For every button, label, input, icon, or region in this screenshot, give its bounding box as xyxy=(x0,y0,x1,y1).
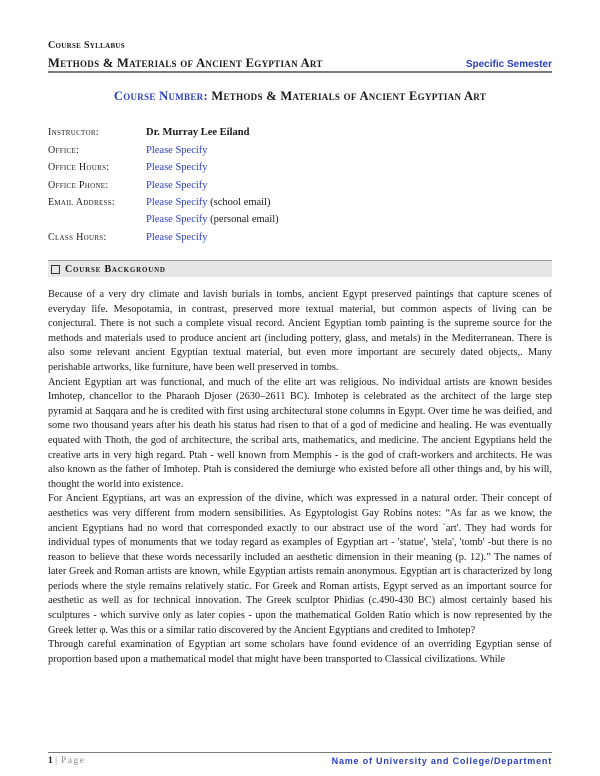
section-heading-course-background xyxy=(48,260,552,277)
page-separator: | xyxy=(55,756,59,766)
info-row-instructor xyxy=(48,126,552,139)
footer-rule xyxy=(48,752,552,753)
office-phone-label: Office Phone: xyxy=(48,179,109,191)
office-value: Please Specify xyxy=(146,144,208,156)
office-phone-value: Please Specify xyxy=(146,179,208,191)
document-header xyxy=(48,40,552,71)
course-name: Methods & Materials of Ancient Egyptian Art xyxy=(211,89,487,103)
email-personal-value: Please Specify xyxy=(146,214,208,226)
office-hours-label: Office Hours: xyxy=(48,162,110,174)
footer-university: Name of University and College/Department xyxy=(331,756,552,766)
office-hours-value: Please Specify xyxy=(146,162,208,174)
course-number-label: Course Number: xyxy=(113,89,208,103)
info-row-email xyxy=(48,196,552,226)
header-label: Course Syllabus xyxy=(48,40,125,51)
instructor-value: Dr. Murray Lee Eiland xyxy=(146,127,250,138)
page-word: Page xyxy=(60,756,86,766)
office-label: Office: xyxy=(48,144,80,156)
page-number: 1 xyxy=(48,756,53,766)
page-indicator xyxy=(48,756,85,766)
class-hours-value: Please Specify xyxy=(146,231,208,243)
instructor-label: Instructor: xyxy=(48,127,99,138)
header-title-row xyxy=(48,56,552,71)
paragraph-4: Through careful examination of Egyptian art some scholars have found evidence of an overriding Egyptian sense of proportion based upon a mathematical model that might have been transported to Classical civilizations. While xyxy=(48,639,552,665)
course-title xyxy=(48,89,552,104)
email-personal-note: (personal email) xyxy=(210,214,279,226)
header-semester: Specific Semester xyxy=(465,59,552,70)
paragraph-2: Ancient Egyptian art was functional, and much of the elite art was religious. No individual artists are known besides Imhotep, chancellor to the Pharaoh Djoser (2630–2611 BC). Imhotep is celebrated as the architect of the large step pyramid at Saqqara and he is credited with first using architectural stone columns in Egypt. Over time he was deified, and some two thousand years after his death his status had risen to that of a god of medicine and healing. He was eventually equated with Thoth, the god of architecture, the scribal arts, mathematics, and medicine. The ancient Egyptians held the creative arts in very high regard. Ptah - well known from Memphis - is the god of craft-workers and architects. He was also known as the father of Imhotep. Ptah is considered the demiurge who existed before all other things and, by his will, thought the world into existence. xyxy=(48,376,552,490)
email-values xyxy=(146,196,279,226)
course-info-table xyxy=(48,126,552,249)
section-title: Course Background xyxy=(65,263,166,275)
class-hours-label: Class Hours: xyxy=(48,231,107,243)
info-row-office-phone xyxy=(48,179,552,192)
info-row-class-hours xyxy=(48,231,552,244)
course-background-text xyxy=(48,288,552,667)
checkbox-icon xyxy=(51,265,60,274)
email-label: Email Address: xyxy=(48,197,115,209)
info-row-office xyxy=(48,144,552,157)
paragraph-1: Because of a very dry climate and lavish burials in tombs, ancient Egypt preserved paintings that capture scenes of everyday life. Mesopotamia, in contrast, preserved more textual material, but common aspects of living can be conjectural. There is not such a complete visual record. Ancient Egyptian tomb painting is the supreme source for the methods and materials used to produce ancient art (including pottery, glass, and metals) in the Mediterranean. There is also some relevant ancient Egyptian textual material, but even more important are securely dated objects,. Many perishable artworks, like furniture, have been well preserved in tombs. xyxy=(48,289,552,373)
info-row-office-hours xyxy=(48,161,552,174)
email-school-value: Please Specify xyxy=(146,197,208,209)
paragraph-3: For Ancient Egyptians, art was an expression of the divine, which was expressed in a natural order. Their concept of aesthetics was very different from modern sensibilities. As Egyptologist Gay Robins notes: “As far as we know, the ancient Egyptians had no word that corresponded exactly to our abstract use of the word `art'. They had words for individual types of monuments that we today regard as examples of Egyptian art - 'statue', 'stela', 'tomb' -but there is no reason to believe that these words necessarily included an aesthetic dimension in their meaning (p. 12).” The names of later Greek and Roman artists are known, while Egyptian artists remain anonymous. Egyptian art is characterized by long periods where the style remains relatively static. For Greek and Roman artists, Egypt served as an important source for aesthetic as well as for technical innovation. The Greek sculptor Phidias (c.490-430 BC) almost certainly based his sculptures - which survive only as later copies - upon the mathematical Golden Ratio which is now represented by the Greek letter φ. Was this or a similar ratio discovered by the Ancient Egyptians and credited to Imhotep? xyxy=(48,493,552,636)
page-footer xyxy=(48,756,552,766)
email-personal xyxy=(146,213,279,226)
email-school xyxy=(146,196,279,209)
header-title: Methods & Materials of Ancient Egyptian Art xyxy=(48,56,323,70)
header-rule xyxy=(48,71,552,73)
email-school-note: (school email) xyxy=(210,197,271,209)
